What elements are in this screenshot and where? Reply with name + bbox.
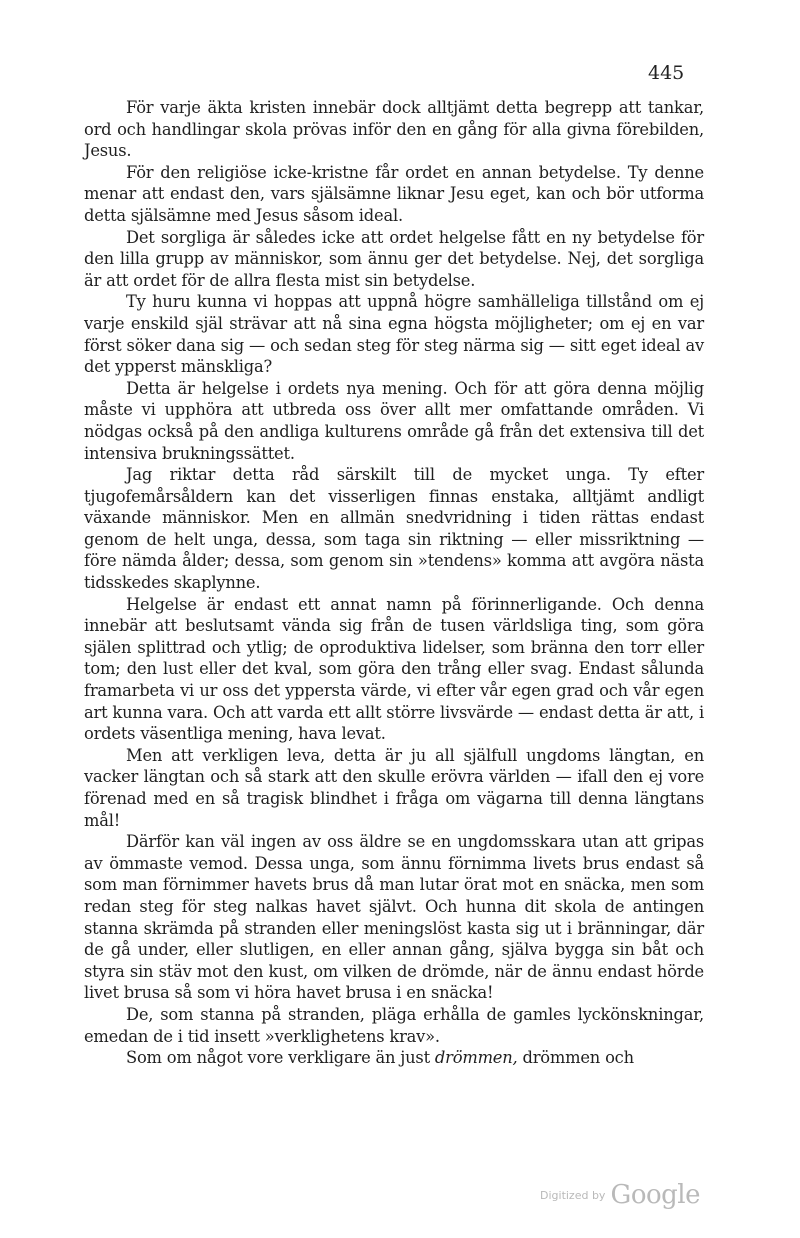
italic-word: drömmen,: [434, 1048, 518, 1068]
google-logo: Google: [610, 1180, 700, 1210]
paragraph-3: Det sorgliga är således icke att ordet helgelse fått en ny betydelse för den lilla grupp av människor, som ännu ger det betydelse. Nej, det sorgliga är att ordet för de allra flesta mist sin betydelse.: [84, 227, 704, 290]
paragraph-4: Ty huru kunna vi hoppas att uppnå högre samhälleliga tillstånd om ej varje enskild själ strävar att nå sina egna högsta möjligheter; om ej en var först söker dana sig — och sedan steg för steg närma sig — sitt eget ideal av det ypperst mänskliga?: [84, 292, 704, 377]
paragraph-2: För den religiöse icke-kristne får ordet en annan betydelse. Ty denne menar att endast den, vars själsämne liknar Jesu eget, kan och bör utforma detta själsämne med Jesus såsom ideal.: [84, 162, 704, 225]
paragraph-1: För varje äkta kristen innebär dock alltjämt detta begrepp att tankar, ord och handlingar skola prövas inför den en gång för alla givna förebilden, Jesus.: [84, 98, 704, 161]
page-number: 445: [648, 62, 685, 84]
paragraph-5: Detta är helgelse i ordets nya mening. Och för att göra denna möjlig måste vi upphöra att utbreda oss över allt mer omfattande områden. Vi nödgas också på den andliga kulturens område gå från det extensiva till det intensiva brukningssättet.: [84, 378, 704, 463]
paragraph-11-end: drömmen och: [517, 1048, 634, 1068]
paragraph-11-start: Som om något vore verkligare än just: [126, 1048, 430, 1068]
digitized-label: Digitized by: [540, 1189, 606, 1202]
paragraph-7: Helgelse är endast ett annat namn på förinnerligande. Och denna innebär att beslutsamt vända sig från de tusen världsliga ting, som göra själen splittrad och ytlig; de oproduktiva lidelser, som bränna den torr eller tom; den lust eller det kval, som göra den trång eller svag. Endast sålunda framarbeta vi ur oss det yppersta värde, vi efter vår egen grad och vår egen art kunna vara. Och att varda ett allt större livsvärde — endast detta är att, i ordets väsentliga mening, hava levat.: [84, 594, 704, 744]
paragraph-9: Därför kan väl ingen av oss äldre se en ungdomsskara utan att gripas av ömmaste vemod. Dessa unga, som ännu förnimma livets brus endast så som man förnimmer havets brus då man lutar örat mot en snäcka, men som redan steg för steg nalkas havet självt. Och hunna dit skola de antingen stanna skrämda på stranden eller meningslöst kasta sig ut i bränningar, där de gå under, eller slutligen, en eller annan gång, själva bygga sin båt och styra sin stäv mot den kust, om vilken de drömde, när de ännu endast hörde livet brusa så som vi höra havet brusa i en snäcka!: [84, 832, 704, 1003]
paragraph-11: [84, 1047, 704, 1069]
paragraph-6: Jag riktar detta råd särskilt till de mycket unga. Ty efter tjugofemårsåldern kan det visserligen finnas enstaka, alltjämt andligt växande människor. Men en allmän snedvridning i tiden rättas endast genom de helt unga, dessa, som taga sin riktning — eller missriktning — före nämda ålder; dessa, som genom sin »tendens» komma att avgöra nästa tidsskedes skaplynne.: [84, 465, 704, 593]
paragraph-10: De, som stanna på stranden, pläga erhålla de gamles lyckönskningar, emedan de i tid insett »verklighetens krav».: [84, 1004, 704, 1046]
paragraph-8: Men att verkligen leva, detta är ju all själfull ungdoms längtan, en vacker längtan och så stark att den skulle erövra världen — ifall den ej vore förenad med en så tragisk blindhet i fråga om vägarna till denna längtans mål!: [84, 745, 704, 830]
digitized-watermark: [540, 1180, 700, 1210]
body-text: [84, 97, 704, 1069]
